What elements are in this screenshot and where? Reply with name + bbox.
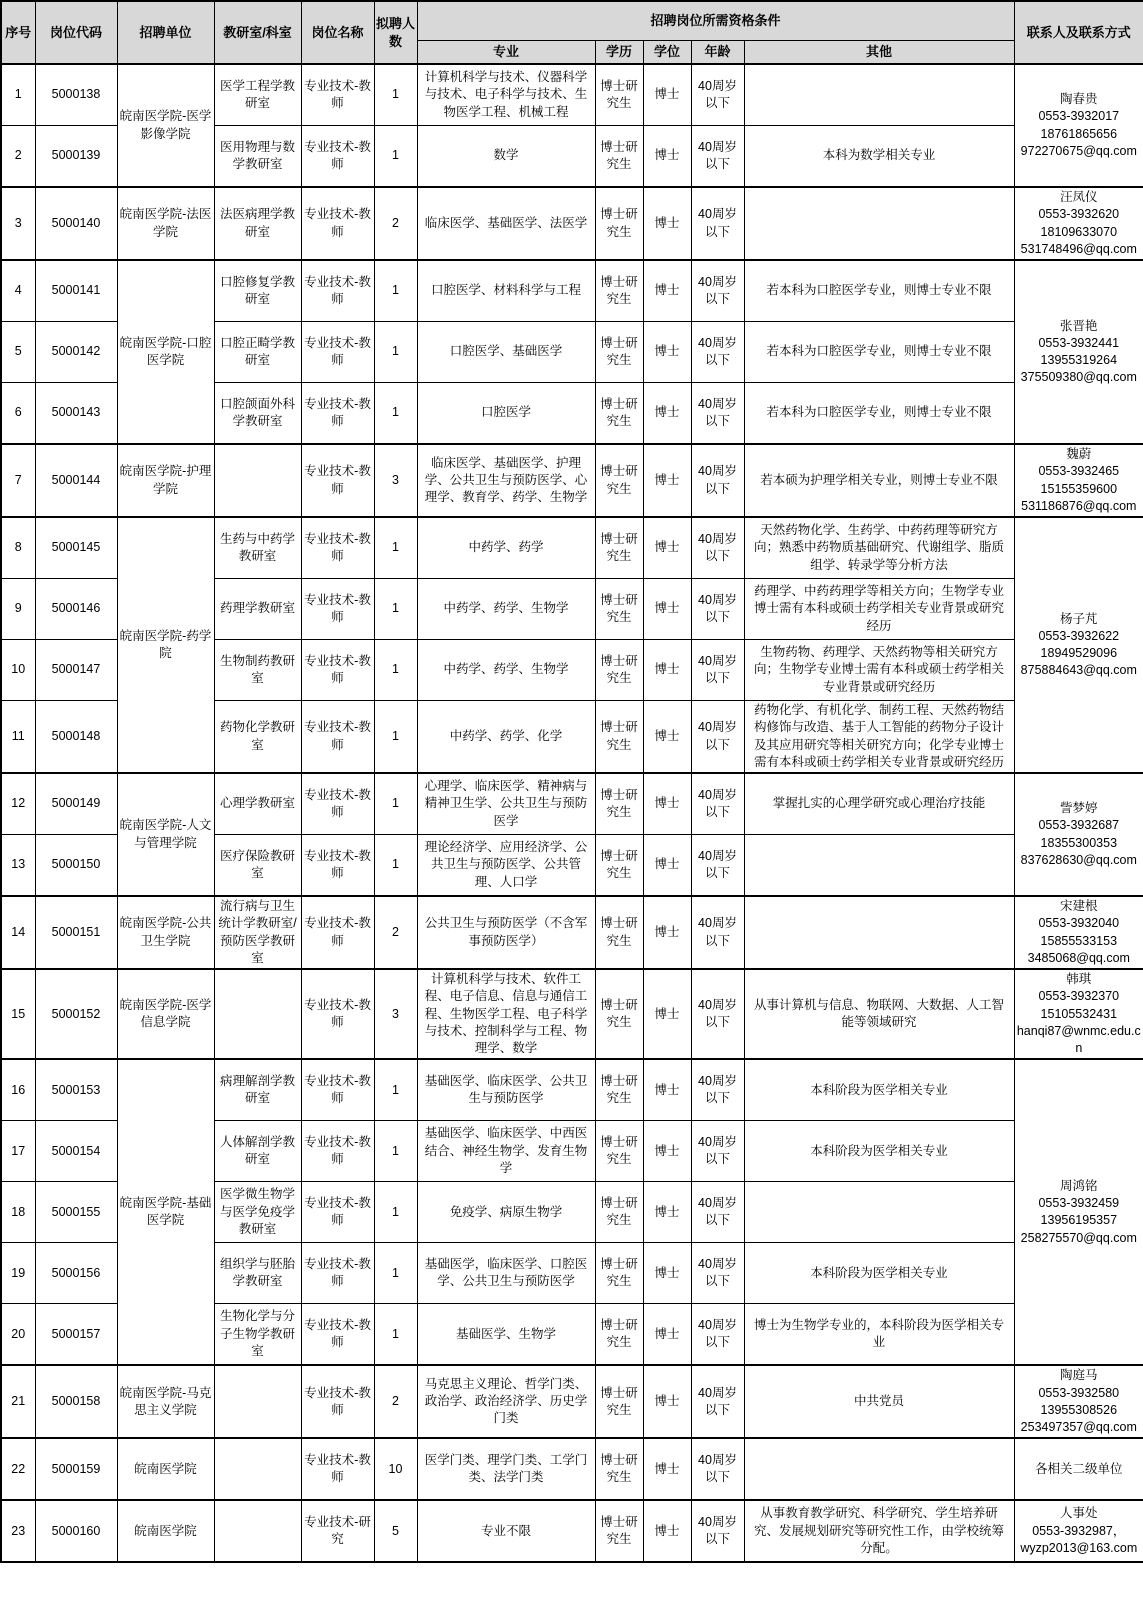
header-contact: 联系人及联系方式 — [1014, 1, 1143, 64]
cell-age: 40周岁以下 — [691, 126, 744, 188]
cell-title: 专业技术-教师 — [301, 322, 374, 383]
cell-education: 博士研究生 — [595, 1365, 643, 1438]
cell-contact: 陶庭马 0553-3932580 13955308526 253497357@qq.com — [1014, 1365, 1143, 1438]
cell-title: 专业技术-教师 — [301, 1438, 374, 1500]
cell-count: 1 — [374, 1243, 417, 1304]
cell-degree: 博士 — [643, 260, 691, 322]
cell-education: 博士研究生 — [595, 126, 643, 188]
cell-no: 16 — [1, 1059, 35, 1121]
table-row — [1, 260, 1143, 322]
cell-count: 1 — [374, 835, 417, 897]
table-row — [1, 969, 1143, 1059]
cell-other: 博士为生物学专业的，本科阶段为医学相关专业 — [744, 1304, 1014, 1366]
cell-unit: 皖南医学院-人文与管理学院 — [117, 773, 214, 896]
cell-code: 5000147 — [35, 640, 117, 701]
cell-title: 专业技术-教师 — [301, 579, 374, 640]
cell-office: 口腔正畸学教研室 — [214, 322, 301, 383]
header-major: 专业 — [417, 41, 595, 65]
cell-age: 40周岁以下 — [691, 579, 744, 640]
cell-other: 从事教育教学研究、科学研究、学生培养研究、发展规划研究等研究性工作，由学校统筹分配。 — [744, 1500, 1014, 1562]
cell-age: 40周岁以下 — [691, 969, 744, 1059]
cell-count: 1 — [374, 1304, 417, 1366]
cell-major: 计算机科学与技术、仪器科学与技术、电子科学与技术、生物医学工程、机械工程 — [417, 64, 595, 126]
cell-degree: 博士 — [643, 322, 691, 383]
cell-major: 基础医学、临床医学、中西医结合、神经生物学、发育生物学 — [417, 1121, 595, 1182]
cell-degree: 博士 — [643, 1059, 691, 1121]
cell-title: 专业技术-教师 — [301, 1182, 374, 1243]
cell-count: 2 — [374, 896, 417, 969]
cell-major: 中药学、药学、化学 — [417, 701, 595, 774]
cell-no: 19 — [1, 1243, 35, 1304]
cell-degree: 博士 — [643, 64, 691, 126]
cell-code: 5000153 — [35, 1059, 117, 1121]
cell-count: 1 — [374, 701, 417, 774]
header-degree: 学位 — [643, 41, 691, 65]
cell-other: 若本科为口腔医学专业，则博士专业不限 — [744, 322, 1014, 383]
cell-major: 中药学、药学 — [417, 517, 595, 579]
header-education: 学历 — [595, 41, 643, 65]
cell-count: 1 — [374, 640, 417, 701]
cell-no: 21 — [1, 1365, 35, 1438]
cell-major: 计算机科学与技术、软件工程、电子信息、信息与通信工程、生物医学工程、电子科学与技术、控制科学与工程、物理学、数学 — [417, 969, 595, 1059]
cell-other: 中共党员 — [744, 1365, 1014, 1438]
cell-contact: 訾梦婷 0553-3932687 18355300353 837628630@qq.com — [1014, 773, 1143, 896]
cell-title: 专业技术-教师 — [301, 1304, 374, 1366]
cell-major: 专业不限 — [417, 1500, 595, 1562]
cell-age: 40周岁以下 — [691, 64, 744, 126]
cell-age: 40周岁以下 — [691, 260, 744, 322]
cell-count: 1 — [374, 383, 417, 445]
cell-office — [214, 1365, 301, 1438]
cell-title: 专业技术-教师 — [301, 969, 374, 1059]
cell-other — [744, 896, 1014, 969]
cell-other: 药物化学、有机化学、制药工程、天然药物结构修饰与改造、基于人工智能的药物分子设计及其应用研究等相关研究方向；化学专业博士需有本科或硕士药学相关专业背景或研究经历 — [744, 701, 1014, 774]
cell-code: 5000138 — [35, 64, 117, 126]
cell-office — [214, 444, 301, 517]
cell-unit: 皖南医学院-马克思主义学院 — [117, 1365, 214, 1438]
cell-degree: 博士 — [643, 1182, 691, 1243]
cell-no: 9 — [1, 579, 35, 640]
cell-education: 博士研究生 — [595, 322, 643, 383]
cell-office — [214, 1500, 301, 1562]
cell-other — [744, 835, 1014, 897]
cell-title: 专业技术-教师 — [301, 444, 374, 517]
table-row — [1, 1438, 1143, 1500]
cell-major: 理论经济学、应用经济学、公共卫生与预防医学、公共管理、人口学 — [417, 835, 595, 897]
cell-office: 流行病与卫生统计学教研室/预防医学教研室 — [214, 896, 301, 969]
cell-office: 病理解剖学教研室 — [214, 1059, 301, 1121]
cell-office: 生物制药教研室 — [214, 640, 301, 701]
cell-degree: 博士 — [643, 773, 691, 835]
cell-degree: 博士 — [643, 579, 691, 640]
cell-major: 基础医学、生物学 — [417, 1304, 595, 1366]
cell-contact: 魏蔚 0553-3932465 15155359600 531186876@qq.com — [1014, 444, 1143, 517]
cell-no: 1 — [1, 64, 35, 126]
cell-title: 专业技术-教师 — [301, 126, 374, 188]
cell-education: 博士研究生 — [595, 640, 643, 701]
cell-other — [744, 187, 1014, 260]
cell-count: 1 — [374, 126, 417, 188]
cell-title: 专业技术-教师 — [301, 1243, 374, 1304]
cell-code: 5000139 — [35, 126, 117, 188]
cell-education: 博士研究生 — [595, 1121, 643, 1182]
cell-degree: 博士 — [643, 126, 691, 188]
cell-age: 40周岁以下 — [691, 1243, 744, 1304]
cell-age: 40周岁以下 — [691, 1500, 744, 1562]
cell-unit: 皖南医学院 — [117, 1500, 214, 1562]
cell-office: 口腔颌面外科学教研室 — [214, 383, 301, 445]
cell-other — [744, 64, 1014, 126]
cell-code: 5000152 — [35, 969, 117, 1059]
cell-age: 40周岁以下 — [691, 640, 744, 701]
cell-title: 专业技术-教师 — [301, 896, 374, 969]
cell-contact: 周鸿铭 0553-3932459 13956195357 258275570@qq.com — [1014, 1059, 1143, 1365]
cell-code: 5000140 — [35, 187, 117, 260]
table-row — [1, 64, 1143, 126]
cell-contact: 汪凤仪 0553-3932620 18109633070 531748496@qq.com — [1014, 187, 1143, 260]
cell-unit: 皖南医学院-药学院 — [117, 517, 214, 773]
cell-age: 40周岁以下 — [691, 1438, 744, 1500]
cell-other: 天然药物化学、生药学、中药药理等研究方向；熟悉中药物质基础研究、代谢组学、脂质组学、转录学等分析方法 — [744, 517, 1014, 579]
cell-major: 基础医学，临床医学、口腔医学、公共卫生与预防医学 — [417, 1243, 595, 1304]
cell-no: 4 — [1, 260, 35, 322]
cell-major: 临床医学、基础医学、法医学 — [417, 187, 595, 260]
cell-age: 40周岁以下 — [691, 773, 744, 835]
cell-education: 博士研究生 — [595, 1243, 643, 1304]
cell-degree: 博士 — [643, 896, 691, 969]
cell-major: 心理学、临床医学、精神病与精神卫生学、公共卫生与预防医学 — [417, 773, 595, 835]
cell-education: 博士研究生 — [595, 1500, 643, 1562]
cell-title: 专业技术-教师 — [301, 1121, 374, 1182]
header-other: 其他 — [744, 41, 1014, 65]
cell-count: 2 — [374, 1365, 417, 1438]
cell-contact: 张晋艳 0553-3932441 13955319264 375509380@qq.com — [1014, 260, 1143, 444]
cell-no: 6 — [1, 383, 35, 445]
cell-office: 药物化学教研室 — [214, 701, 301, 774]
cell-no: 22 — [1, 1438, 35, 1500]
cell-age: 40周岁以下 — [691, 1059, 744, 1121]
cell-age: 40周岁以下 — [691, 1182, 744, 1243]
cell-degree: 博士 — [643, 835, 691, 897]
cell-count: 1 — [374, 64, 417, 126]
cell-office: 药理学教研室 — [214, 579, 301, 640]
cell-age: 40周岁以下 — [691, 517, 744, 579]
cell-office: 生物化学与分子生物学教研室 — [214, 1304, 301, 1366]
cell-degree: 博士 — [643, 969, 691, 1059]
cell-code: 5000144 — [35, 444, 117, 517]
cell-office: 医疗保险教研室 — [214, 835, 301, 897]
cell-title: 专业技术-教师 — [301, 260, 374, 322]
cell-code: 5000145 — [35, 517, 117, 579]
cell-count: 3 — [374, 444, 417, 517]
cell-major: 医学门类、理学门类、工学门类、法学门类 — [417, 1438, 595, 1500]
cell-title: 专业技术-教师 — [301, 383, 374, 445]
cell-no: 23 — [1, 1500, 35, 1562]
cell-title: 专业技术-教师 — [301, 773, 374, 835]
cell-other: 本科为数学相关专业 — [744, 126, 1014, 188]
cell-office: 人体解剖学教研室 — [214, 1121, 301, 1182]
cell-code: 5000142 — [35, 322, 117, 383]
cell-education: 博士研究生 — [595, 1438, 643, 1500]
header-count: 拟聘人数 — [374, 1, 417, 64]
cell-no: 2 — [1, 126, 35, 188]
cell-office: 心理学教研室 — [214, 773, 301, 835]
cell-degree: 博士 — [643, 701, 691, 774]
cell-age: 40周岁以下 — [691, 1365, 744, 1438]
cell-contact: 宋建根 0553-3932040 15855533153 3485068@qq.com — [1014, 896, 1143, 969]
cell-other: 生物药物、药理学、天然药物等相关研究方向；生物学专业博士需有本科或硕士药学相关专业背景或研究经历 — [744, 640, 1014, 701]
cell-count: 1 — [374, 579, 417, 640]
cell-count: 1 — [374, 322, 417, 383]
cell-major: 基础医学、临床医学、公共卫生与预防医学 — [417, 1059, 595, 1121]
cell-code: 5000157 — [35, 1304, 117, 1366]
cell-office — [214, 969, 301, 1059]
cell-count: 1 — [374, 1121, 417, 1182]
table-body — [1, 64, 1143, 1562]
cell-major: 口腔医学 — [417, 383, 595, 445]
cell-office: 医用物理与数学教研室 — [214, 126, 301, 188]
cell-code: 5000143 — [35, 383, 117, 445]
cell-age: 40周岁以下 — [691, 383, 744, 445]
cell-degree: 博士 — [643, 517, 691, 579]
cell-count: 1 — [374, 260, 417, 322]
cell-no: 17 — [1, 1121, 35, 1182]
cell-no: 12 — [1, 773, 35, 835]
cell-education: 博士研究生 — [595, 383, 643, 445]
cell-unit: 皖南医学院-护理学院 — [117, 444, 214, 517]
cell-degree: 博士 — [643, 1365, 691, 1438]
header-code: 岗位代码 — [35, 1, 117, 64]
cell-count: 5 — [374, 1500, 417, 1562]
cell-age: 40周岁以下 — [691, 701, 744, 774]
cell-other — [744, 1438, 1014, 1500]
cell-education: 博士研究生 — [595, 896, 643, 969]
cell-no: 13 — [1, 835, 35, 897]
cell-other: 药理学、中药药理学等相关方向；生物学专业博士需有本科或硕士药学相关专业背景或研究经历 — [744, 579, 1014, 640]
cell-count: 2 — [374, 187, 417, 260]
cell-code: 5000158 — [35, 1365, 117, 1438]
cell-no: 8 — [1, 517, 35, 579]
cell-code: 5000160 — [35, 1500, 117, 1562]
cell-age: 40周岁以下 — [691, 835, 744, 897]
cell-no: 3 — [1, 187, 35, 260]
header-unit: 招聘单位 — [117, 1, 214, 64]
cell-degree: 博士 — [643, 640, 691, 701]
cell-count: 10 — [374, 1438, 417, 1500]
cell-no: 14 — [1, 896, 35, 969]
cell-title: 专业技术-教师 — [301, 64, 374, 126]
cell-other: 若本硕为护理学相关专业，则博士专业不限 — [744, 444, 1014, 517]
table-row — [1, 896, 1143, 969]
cell-code: 5000149 — [35, 773, 117, 835]
cell-office: 生药与中药学教研室 — [214, 517, 301, 579]
cell-education: 博士研究生 — [595, 444, 643, 517]
header-no: 序号 — [1, 1, 35, 64]
cell-code: 5000151 — [35, 896, 117, 969]
cell-other: 本科阶段为医学相关专业 — [744, 1121, 1014, 1182]
cell-code: 5000150 — [35, 835, 117, 897]
cell-degree: 博士 — [643, 1304, 691, 1366]
cell-no: 5 — [1, 322, 35, 383]
cell-major: 口腔医学、材料科学与工程 — [417, 260, 595, 322]
table-row — [1, 444, 1143, 517]
cell-no: 10 — [1, 640, 35, 701]
cell-unit: 皖南医学院-公共卫生学院 — [117, 896, 214, 969]
cell-count: 1 — [374, 1059, 417, 1121]
cell-education: 博士研究生 — [595, 579, 643, 640]
cell-no: 20 — [1, 1304, 35, 1366]
cell-education: 博士研究生 — [595, 1182, 643, 1243]
cell-office: 组织学与胚胎学教研室 — [214, 1243, 301, 1304]
header-qualifications: 招聘岗位所需资格条件 — [417, 1, 1014, 41]
cell-education: 博士研究生 — [595, 1304, 643, 1366]
cell-contact: 陶春贵 0553-3932017 18761865656 972270675@qq.com — [1014, 64, 1143, 187]
cell-count: 3 — [374, 969, 417, 1059]
cell-office: 医学工程学教研室 — [214, 64, 301, 126]
cell-major: 数学 — [417, 126, 595, 188]
cell-contact: 人事处 0553-3932987， wyzp2013@163.com — [1014, 1500, 1143, 1562]
cell-other: 从事计算机与信息、物联网、大数据、人工智能等领域研究 — [744, 969, 1014, 1059]
table-row — [1, 1365, 1143, 1438]
cell-major: 临床医学、基础医学、护理学、公共卫生与预防医学、心理学、教育学、药学、生物学 — [417, 444, 595, 517]
cell-code: 5000156 — [35, 1243, 117, 1304]
cell-title: 专业技术-教师 — [301, 187, 374, 260]
cell-office: 医学微生物学与医学免疫学教研室 — [214, 1182, 301, 1243]
table-row — [1, 1059, 1143, 1121]
cell-other — [744, 1182, 1014, 1243]
cell-unit: 皖南医学院-法医学院 — [117, 187, 214, 260]
cell-degree: 博士 — [643, 1243, 691, 1304]
cell-education: 博士研究生 — [595, 1059, 643, 1121]
cell-title: 专业技术-教师 — [301, 1365, 374, 1438]
cell-education: 博士研究生 — [595, 187, 643, 260]
cell-count: 1 — [374, 1182, 417, 1243]
cell-other: 本科阶段为医学相关专业 — [744, 1243, 1014, 1304]
cell-degree: 博士 — [643, 1500, 691, 1562]
cell-title: 专业技术-教师 — [301, 1059, 374, 1121]
header-title: 岗位名称 — [301, 1, 374, 64]
cell-major: 马克思主义理论、哲学门类、政治学、政治经济学、历史学门类 — [417, 1365, 595, 1438]
cell-other: 本科阶段为医学相关专业 — [744, 1059, 1014, 1121]
cell-office: 口腔修复学教研室 — [214, 260, 301, 322]
cell-degree: 博士 — [643, 383, 691, 445]
cell-major: 公共卫生与预防医学（不含军事预防医学） — [417, 896, 595, 969]
cell-education: 博士研究生 — [595, 701, 643, 774]
cell-code: 5000141 — [35, 260, 117, 322]
cell-title: 专业技术-教师 — [301, 517, 374, 579]
cell-code: 5000154 — [35, 1121, 117, 1182]
cell-unit: 皖南医学院 — [117, 1438, 214, 1500]
cell-code: 5000148 — [35, 701, 117, 774]
cell-major: 中药学、药学、生物学 — [417, 579, 595, 640]
cell-education: 博士研究生 — [595, 64, 643, 126]
cell-contact: 韩琪 0553-3932370 15105532431 hanqi87@wnmc.edu.cn — [1014, 969, 1143, 1059]
cell-major: 中药学、药学、生物学 — [417, 640, 595, 701]
cell-code: 5000159 — [35, 1438, 117, 1500]
table-row — [1, 517, 1143, 579]
cell-other: 若本科为口腔医学专业，则博士专业不限 — [744, 383, 1014, 445]
cell-contact: 杨子芃 0553-3932622 18949529096 875884643@qq.com — [1014, 517, 1143, 773]
cell-code: 5000146 — [35, 579, 117, 640]
cell-age: 40周岁以下 — [691, 1304, 744, 1366]
cell-count: 1 — [374, 773, 417, 835]
table-row — [1, 1500, 1143, 1562]
cell-other: 掌握扎实的心理学研究或心理治疗技能 — [744, 773, 1014, 835]
cell-degree: 博士 — [643, 187, 691, 260]
cell-unit: 皖南医学院-医学信息学院 — [117, 969, 214, 1059]
cell-degree: 博士 — [643, 1121, 691, 1182]
cell-unit: 皖南医学院-口腔医学院 — [117, 260, 214, 444]
cell-title: 专业技术-教师 — [301, 835, 374, 897]
cell-count: 1 — [374, 517, 417, 579]
cell-education: 博士研究生 — [595, 835, 643, 897]
cell-age: 40周岁以下 — [691, 1121, 744, 1182]
cell-age: 40周岁以下 — [691, 322, 744, 383]
header-office: 教研室/科室 — [214, 1, 301, 64]
cell-education: 博士研究生 — [595, 773, 643, 835]
cell-no: 15 — [1, 969, 35, 1059]
cell-degree: 博士 — [643, 1438, 691, 1500]
cell-title: 专业技术-研究 — [301, 1500, 374, 1562]
cell-unit: 皖南医学院-医学影像学院 — [117, 64, 214, 187]
cell-education: 博士研究生 — [595, 260, 643, 322]
cell-no: 7 — [1, 444, 35, 517]
cell-degree: 博士 — [643, 444, 691, 517]
cell-no: 11 — [1, 701, 35, 774]
cell-education: 博士研究生 — [595, 517, 643, 579]
cell-office — [214, 1438, 301, 1500]
cell-age: 40周岁以下 — [691, 896, 744, 969]
header-age: 年龄 — [691, 41, 744, 65]
cell-contact: 各相关二级单位 — [1014, 1438, 1143, 1500]
cell-office: 法医病理学教研室 — [214, 187, 301, 260]
cell-no: 18 — [1, 1182, 35, 1243]
cell-age: 40周岁以下 — [691, 187, 744, 260]
cell-age: 40周岁以下 — [691, 444, 744, 517]
table-row — [1, 187, 1143, 260]
cell-title: 专业技术-教师 — [301, 640, 374, 701]
cell-title: 专业技术-教师 — [301, 701, 374, 774]
table-header — [1, 1, 1143, 64]
cell-code: 5000155 — [35, 1182, 117, 1243]
cell-major: 口腔医学、基础医学 — [417, 322, 595, 383]
table-row — [1, 773, 1143, 835]
cell-education: 博士研究生 — [595, 969, 643, 1059]
cell-unit: 皖南医学院-基础医学院 — [117, 1059, 214, 1365]
cell-other: 若本科为口腔医学专业，则博士专业不限 — [744, 260, 1014, 322]
cell-major: 免疫学、病原生物学 — [417, 1182, 595, 1243]
